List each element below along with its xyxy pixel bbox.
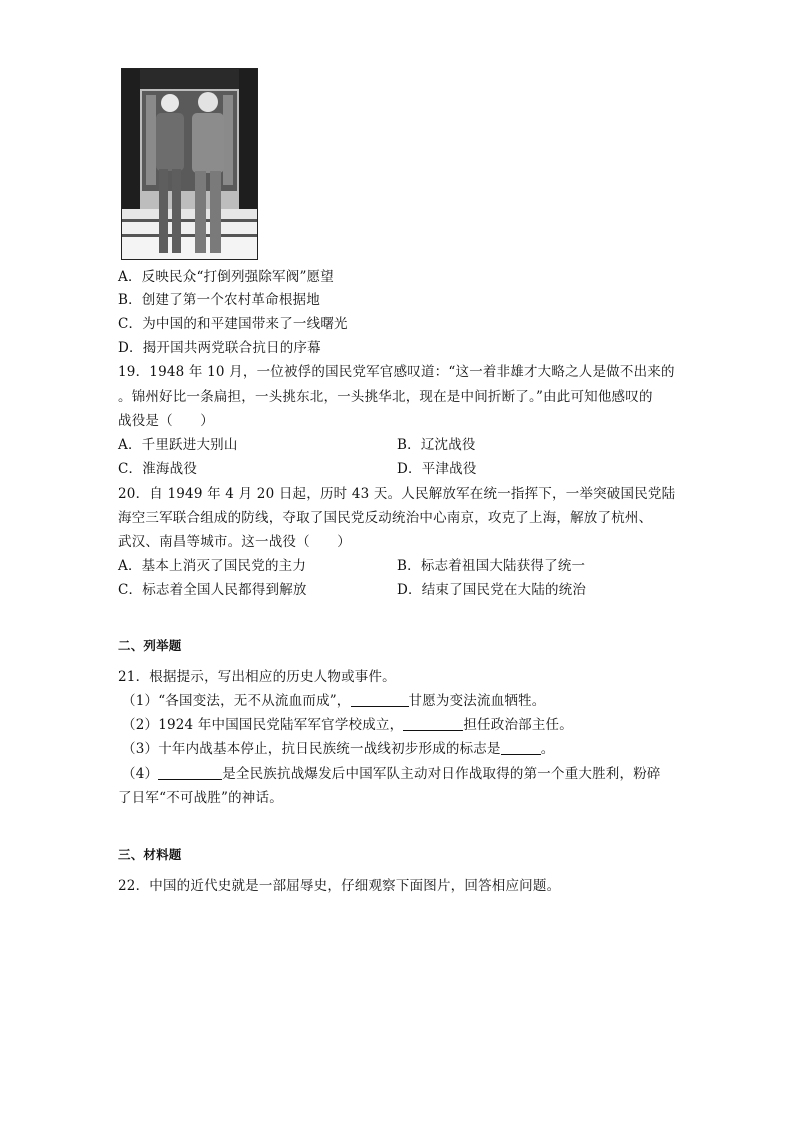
q19-option-a: A．千里跃进大别山 — [118, 437, 238, 453]
q21-item-2-post: 担任政治部主任。 — [463, 717, 573, 733]
q20-option-c: C．标志着全国人民都得到解放 — [118, 582, 307, 598]
q21-item-2-pre: （2）1924 年中国国民党陆军军官学校成立， — [122, 717, 404, 733]
q21-blank-1[interactable] — [351, 692, 409, 707]
q18-option-a: A．反映民众“打倒列强除军阀”愿望 — [118, 269, 334, 285]
q20-option-b: B．标志着祖国大陆获得了统一 — [397, 558, 586, 574]
q21-item-4-pre: （4） — [122, 766, 159, 782]
q21-blank-3[interactable] — [501, 740, 541, 755]
q18-option-c: C．为中国的和平建国带来了一线曙光 — [118, 316, 348, 332]
q21-item-1 — [122, 692, 546, 710]
q21-item-2 — [122, 716, 573, 734]
q21-stem: 21．根据提示，写出相应的历史人物或事件。 — [118, 669, 396, 685]
q19-stem-line3: 战役是（ ） — [118, 413, 214, 429]
q20-option-a: A．基本上消灭了国民党的主力 — [118, 558, 307, 574]
q21-item-3 — [122, 740, 554, 758]
q21-blank-4[interactable] — [158, 765, 222, 780]
q19-option-c: C．淮海战役 — [118, 461, 198, 477]
q21-item-4-post: 是全民族抗战爆发后中国军队主动对日作战取得的第一个重大胜利，粉碎 — [222, 766, 661, 782]
q21-item-3-pre: （3）十年内战基本停止，抗日民族统一战线初步形成的标志是 — [122, 741, 501, 757]
q20-stem-line3: 武汉、南昌等城市。这一战役（ ） — [118, 534, 351, 550]
q18-option-b: B．创建了第一个农村革命根据地 — [118, 292, 320, 308]
q21-item-1-post: 甘愿为变法流血牺牲。 — [408, 693, 546, 709]
q21-item-4 — [122, 765, 661, 783]
q21-item-1-pre: （1）“各国变法，无不从流血而成”， — [122, 693, 351, 709]
q21-blank-2[interactable] — [403, 716, 463, 731]
q20-stem-line1: 20．自 1949 年 4 月 20 日起，历时 43 天。人民解放军在统一指挥下，一举突破国民党陆 — [118, 486, 676, 502]
q20-stem-line2: 海空三军联合组成的防线，夺取了国民党反动统治中心南京，攻克了上海，解放了杭州、 — [118, 510, 653, 526]
q19-stem-line1: 19．1948 年 10 月，一位被俘的国民党军官感叹道：“这一着非雄才大略之人是做不出来的 — [118, 364, 675, 380]
section-heading-material: 三、材料题 — [118, 847, 182, 862]
q19-stem-line2: 。锦州好比一条扁担，一头挑东北，一头挑华北，现在是中间折断了。”由此可知他感叹的 — [118, 389, 653, 405]
q18-option-d: D．揭开国共两党联合抗日的序幕 — [118, 340, 321, 356]
q21-item-4-continued: 了日军“不可战胜”的神话。 — [118, 790, 283, 806]
q22-stem: 22．中国的近代史就是一部屈辱史，仔细观察下面图片，回答相应问题。 — [118, 878, 561, 894]
section-heading-listing: 二、列举题 — [118, 638, 182, 653]
q21-item-3-post: 。 — [540, 741, 555, 757]
historical-photo-icon — [122, 69, 257, 259]
q20-option-d: D．结束了国民党在大陆的统治 — [397, 582, 587, 598]
historical-photo — [121, 68, 258, 260]
q19-option-d: D．平津战役 — [397, 461, 477, 477]
q19-option-b: B．辽沈战役 — [397, 437, 476, 453]
